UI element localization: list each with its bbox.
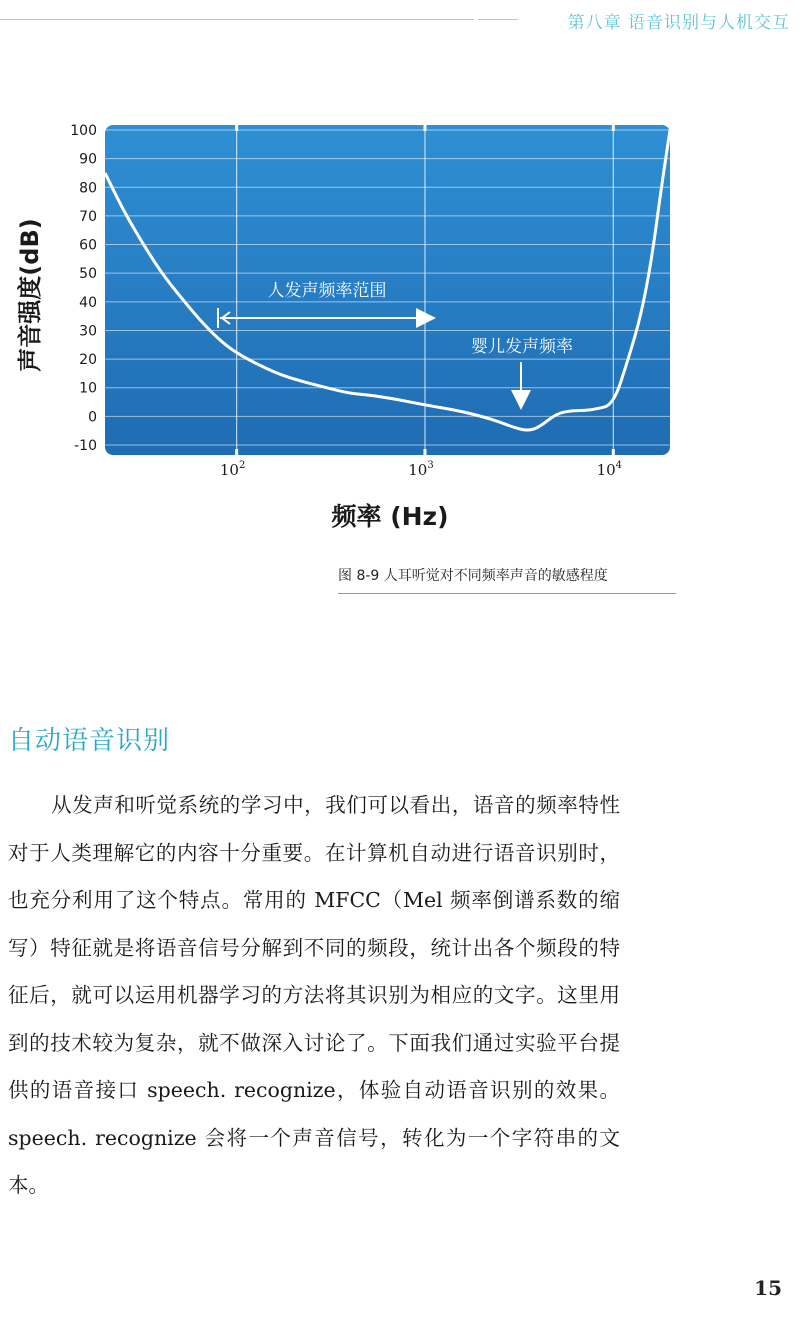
speech-range-label: 人发声频率范围 (267, 281, 387, 301)
x-tick-label: $10^3$ (408, 460, 434, 479)
header-rule-end (478, 19, 518, 20)
y-axis-label: 声音强度(dB) (16, 218, 44, 372)
y-tick-label: 70 (79, 208, 97, 225)
y-tick-label: 80 (79, 180, 97, 197)
figure-hearing-curve (0, 100, 680, 540)
y-tick-label: 0 (88, 409, 97, 426)
body-text (8, 782, 620, 1210)
figure-caption: 图 8-9 人耳听觉对不同频率声音的敏感程度 (338, 565, 676, 594)
hearing-sensitivity-chart (0, 100, 680, 540)
y-tick-label: 100 (70, 123, 97, 139)
page-number: 15 (754, 1276, 782, 1300)
section-title: 自动语音识别 (8, 726, 171, 756)
x-tick-label: $10^4$ (596, 460, 623, 479)
x-tick-label: $10^2$ (219, 460, 246, 479)
chapter-header: 第八章 语音识别与人机交互 (567, 13, 790, 33)
y-tick-label: 40 (79, 294, 97, 311)
y-tick-label: 20 (79, 352, 97, 369)
y-tick-label: 60 (79, 237, 97, 254)
y-tick-label: 90 (79, 151, 97, 168)
header-rule (0, 19, 474, 20)
infant-frequency-label: 婴儿发声频率 (471, 337, 573, 357)
y-tick-label: 50 (79, 266, 97, 283)
plot-background (105, 125, 670, 455)
y-tick-label: 30 (79, 323, 97, 340)
y-tick-label: 10 (79, 380, 97, 397)
y-tick-label: -10 (74, 438, 97, 454)
paragraph: 从发声和听觉系统的学习中，我们可以看出，语音的频率特性对于人类理解它的内容十分重要。在计算机自动进行语音识别时，也充分利用了这个特点。常用的 MFCC（Mel 频率倒谱系数的缩写）特征就是将语音信号分解到不同的频段，统计出各个频段的特征后，就可以运用机器学习的方法将其识别为相应的文字。这里用到的技术较为复杂，就不做深入讨论了。下面我们通过实验平台提供的语音接口 speech. recognize，体验自动语音识别的效果。speech. recognize 会将一个声音信号，转化为一个字符串的文本。 (8, 793, 620, 1197)
x-axis-label: 频率 (Hz) (331, 502, 449, 531)
